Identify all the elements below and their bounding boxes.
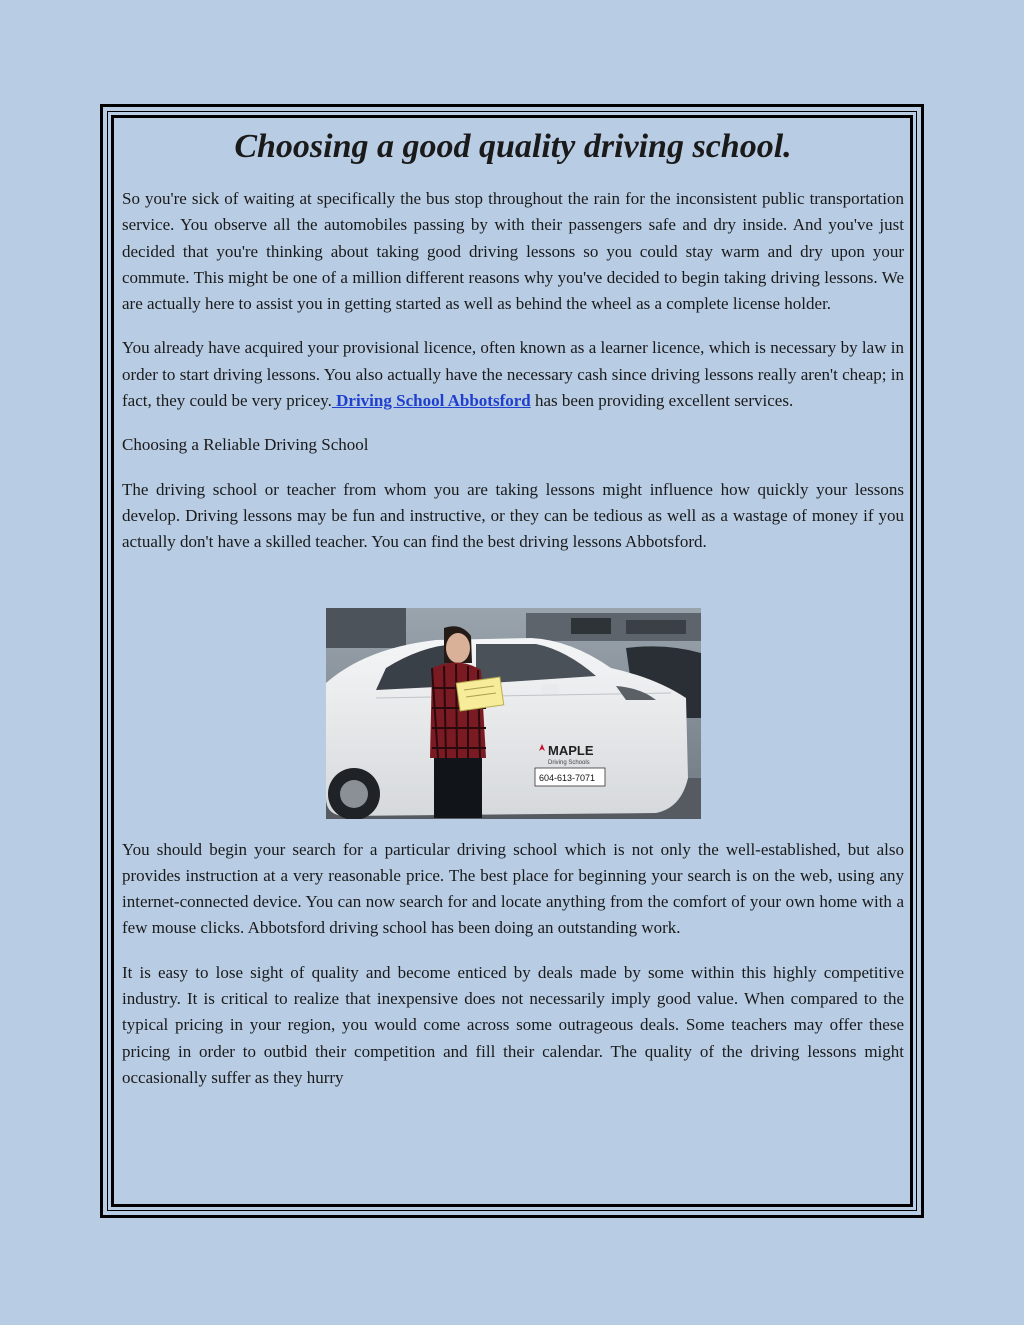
driving-school-photo [326,608,701,819]
paragraph-search: You should begin your search for a particular driving school which is not only the well-established, but also provides instruction at a very reasonable price. The best place for beginning your search is on the web, using any internet-connected device. You can now search for and locate anything from the comfort of your own home with a few mouse clicks. Abbotsford driving school has been doing an outstanding work. [122,839,904,938]
page-border-mid [107,111,917,1211]
page-border-inner [111,115,913,1207]
paragraph-intro: So you're sick of waiting at specifically the bus stop throughout the rain for the inconsistent public transportation service. You observe all the automobiles passing by with their passengers safe and dry inside. And you've just decided that you're thinking about taking good driving lessons so you could stay warm and dry upon your commute. This might be one of a million different reasons why you've decided to begin taking driving lessons. We are actually here to assist you in getting started as well as behind the wheel as a complete license holder. [122,189,904,314]
paragraph-teacher: The driving school or teacher from whom you are taking lessons might influence how quickly your lessons develop. Driving lessons may be fun and instructive, or they can be tedious as well as a wastage of money if you actually don't have a skilled teacher. You can find the best driving lessons Abbotsford. [122,479,904,552]
student-with-car-illustration [326,608,701,819]
certificate-paper [456,677,503,711]
paragraph-licence [122,335,904,414]
document-body [122,128,904,1109]
maple-brand: MAPLE [547,742,593,758]
driving-school-abbotsford-link[interactable]: Driving School Abbotsford [331,391,531,411]
document-title: Choosing a good quality driving school. [234,128,792,165]
maple-brand-sub: Driving Schools [547,759,590,766]
paragraph-licence-tail: has been providing excellent services. [530,391,794,411]
page-border [100,104,924,1218]
subheading: Choosing a Reliable Driving School [122,435,369,455]
photo-container [122,608,904,819]
paragraph-quality: It is easy to lose sight of quality and become enticed by deals made by some within this highly competitive industry. It is critical to realize that inexpensive does not necessarily imply good value. When compared to the typical pricing in your region, you would come across some outrageous deals. Some teachers may offer these pricing in order to outbid their competition and fill their calendar. The quality of the driving lessons might occasionally suffer as they hurry [122,962,904,1087]
paragraph-licence-text: You already have acquired your provisional licence, often known as a learner licence, which is necessary by law in order to start driving lessons. You also actually have the necessary cash since driving lessons really aren't cheap; in fact, they could be very pricey. [122,338,904,411]
maple-phone: 604-613-7071 [538,772,595,783]
maple-logo [539,743,594,766]
